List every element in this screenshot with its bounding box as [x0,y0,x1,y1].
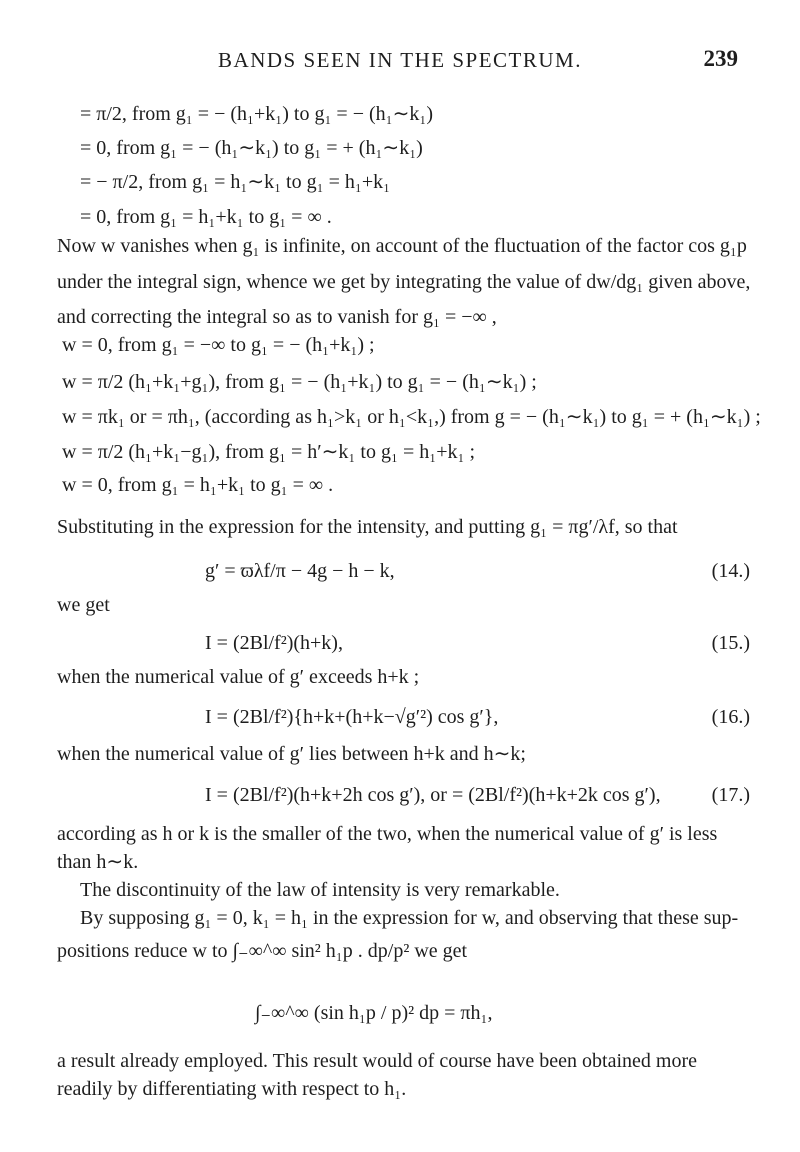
paragraph-3-line-2: By supposing g₁ = 0, k₁ = h₁ in the expression for w, and observing that these sup- [80,907,739,929]
page-header [0,44,800,84]
paragraph-1-line-3: and correcting the integral so as to vanish for g₁ = −∞ , [57,306,497,328]
paragraph-1-line-2: under the integral sign, whence we get by integrating the value of dw/dg₁ given above, [57,271,751,293]
equation-15: I = (2Bl/f²)(h+k), [205,632,343,654]
page-number: 239 [703,46,738,71]
paragraph-1-line-1: Now w vanishes when g₁ is infinite, on account of the fluctuation of the factor cos g₁p [57,235,747,257]
equation-17-number: (17.) [711,784,750,806]
equation-16-number: (16.) [711,706,750,728]
paragraph-2-line-2: than h∼k. [57,851,139,873]
we-get-label: we get [57,594,110,616]
paragraph-2-line-1: according as h or k is the smaller of the two, when the numerical value of g′ is less [57,823,718,845]
condition-line-2: when the numerical value of g′ lies between h+k and h∼k; [57,743,526,765]
running-head: BANDS SEEN IN THE SPECTRUM. [218,48,582,72]
condition-line-1: when the numerical value of g′ exceeds h+k ; [57,666,420,688]
range-line-2: = 0, from g₁ = − (h₁∼k₁) to g₁ = + (h₁∼k₁) [80,137,423,159]
paragraph-4-line-1: a result already employed. This result would of course have been obtained more [57,1050,697,1072]
w-range-2: w = π/2 (h₁+k₁+g₁), from g₁ = − (h₁+k₁) to g₁ = − (h₁∼k₁) ; [62,371,537,393]
range-line-4: = 0, from g₁ = h₁+k₁ to g₁ = ∞ . [80,206,332,228]
equation-14: g′ = ϖλf/π − 4g − h − k, [205,560,395,582]
w-range-5: w = 0, from g₁ = h₁+k₁ to g₁ = ∞ . [62,474,334,496]
equation-14-number: (14.) [711,560,750,582]
integral-equation: ∫₋∞^∞ (sin h₁p / p)² dp = πh₁, [255,1002,493,1024]
paragraph-4-line-2: readily by differentiating with respect to h₁. [57,1078,407,1100]
range-line-1: = π/2, from g₁ = − (h₁+k₁) to g₁ = − (h₁∼k₁) [80,103,433,125]
equation-15-number: (15.) [711,632,750,654]
paragraph-3-line-3: positions reduce w to ∫₋∞^∞ sin² h₁p . dp/p² we get [57,940,468,962]
paragraph-3-line-1: The discontinuity of the law of intensity is very remarkable. [80,879,560,901]
equation-16: I = (2Bl/f²){h+k+(h+k−√g′²) cos g′}, [205,706,499,728]
w-range-3: w = πk₁ or = πh₁, (according as h₁>k₁ or h₁<k₁,) from g = − (h₁∼k₁) to g₁ = + (h₁∼k₁) ; [62,406,761,428]
range-line-3: = − π/2, from g₁ = h₁∼k₁ to g₁ = h₁+k₁ [80,171,391,193]
equation-17: I = (2Bl/f²)(h+k+2h cos g′), or = (2Bl/f²)(h+k+2k cos g′), [205,784,661,806]
substituting-line: Substituting in the expression for the intensity, and putting g₁ = πg′/λf, so that [57,516,678,538]
w-range-1: w = 0, from g₁ = −∞ to g₁ = − (h₁+k₁) ; [62,334,375,356]
w-range-4: w = π/2 (h₁+k₁−g₁), from g₁ = h′∼k₁ to g₁ = h₁+k₁ ; [62,441,475,463]
